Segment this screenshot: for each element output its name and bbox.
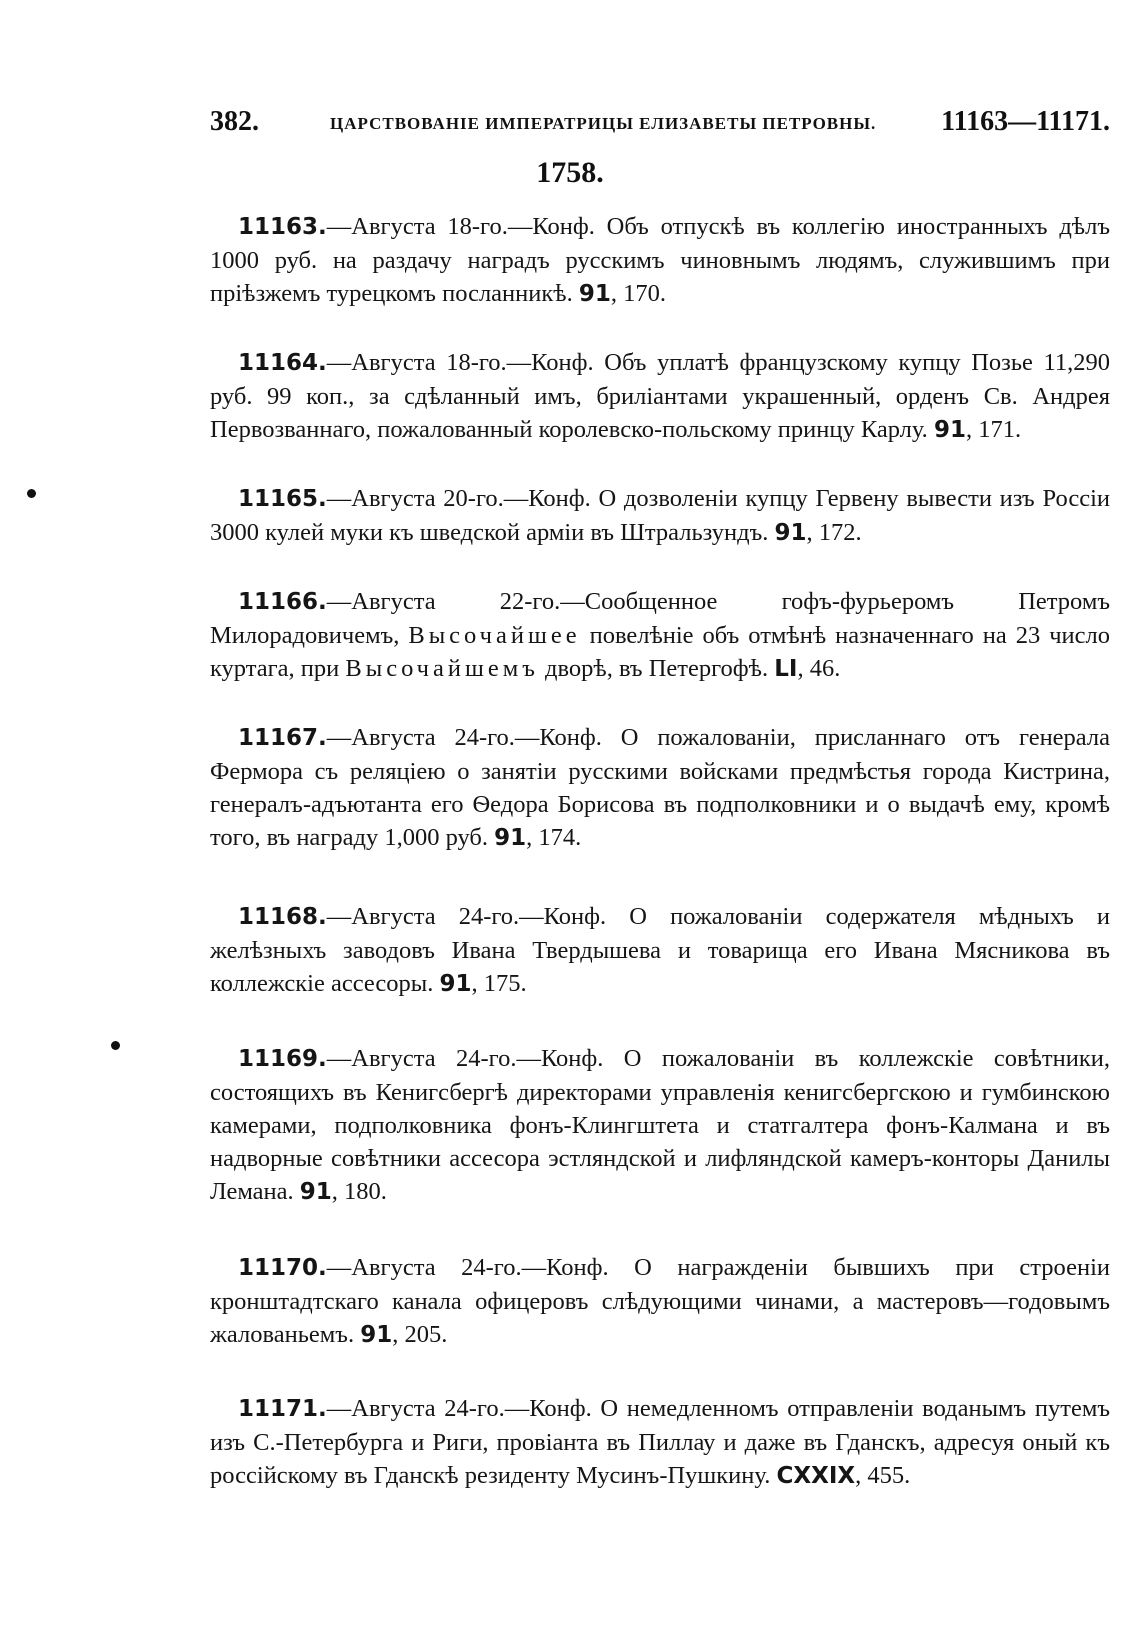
page-number: 382. [210,106,259,137]
source-volume: 91 [774,520,807,546]
year-heading: 1758. [536,156,604,189]
entry-number: 11169. [238,1046,327,1072]
source-page: , 175. [471,970,527,997]
entry-number: 11166. [238,589,327,615]
entry-text: —Августа 20-го.—Конф. О дозволеніи купцу Гервену вывести изъ Россіи 3000 кулей муки къ шведской арміи въ Штральзундъ. [210,485,1110,546]
source-page: , 171. [965,416,1022,443]
source-volume: 91 [933,417,966,443]
source-page: , 205. [392,1321,448,1348]
entry-text: —Августа 18-го.—Конф. Объ уплатѣ французскому купцу Позье 11,290 руб. 99 коп., за сдѣланный имъ, бриліантами украшенный, орденъ Св. Андрея Первозваннаго, пожалованный королевско-польскому принцу Карлу. [210,349,1110,443]
entry-11163 [210,210,1110,311]
running-title: ЦАРСТВОВАНІЕ ИМПЕРАТРИЦЫ ЕЛИЗАВЕТЫ ПЕТРОВНЫ. [330,114,877,133]
entry-11170 [210,1251,1110,1352]
entry-text: —Августа 24-го.—Конф. О пожалованіи, присланнаго отъ генерала Фермора съ реляціею о занятіи русскими войсками предмѣстья города Кистрина, генералъ-адъютанта его Ѳедора Борисова въ подполковники и о выдачѣ ему, кромѣ того, въ награду 1,000 руб. [210,724,1110,851]
source-page: , 174. [526,824,582,851]
entry-11169 [210,1042,1110,1209]
entry-number: 11165. [238,486,327,512]
source-volume: 91 [578,281,611,307]
source-volume: LI [774,656,798,682]
entry-range: 11163—11171. [941,106,1110,137]
source-volume: CXXIX [776,1463,856,1489]
entry-11166 [210,585,1110,686]
entry-11164 [210,346,1110,447]
entry-11168 [210,900,1110,1001]
source-volume: 91 [439,971,472,997]
entry-text: —Августа 24-го.—Конф. О пожалованіи содержателя мѣдныхъ и желѣзныхъ заводовъ Ивана Твердышева и товарища его Ивана Мясникова въ коллежскіе ассесоры. [210,903,1110,997]
source-page: , 46. [797,655,841,682]
entry-number: 11170. [238,1255,327,1281]
entry-text: —Августа 24-го.—Конф. О пожалованіи въ коллежскіе совѣтники, состоящихъ въ Кенигсбергѣ директорами управленія кенигсбергскою и гумбинскою камерами, подполковника фонъ-Клингштета и статгалтера фонъ-Калмана и въ надворные совѣтники ассесора эстляндской и лифляндской камеръ-конторы Данилы Лемана. [210,1045,1110,1205]
entry-11171 [210,1392,1110,1493]
source-page: , 455. [855,1462,911,1489]
source-page: , 172. [806,519,862,546]
entry-11167 [210,721,1110,855]
entry-text: повелѣніе объ отмѣнѣ назначеннаго на 23 число куртага, при [210,622,1111,682]
entry-text: —Августа 24-го.—Конф. О немедленномъ отправленіи воданымъ путемъ изъ С.-Петербурга и Риги, провіанта въ Пиллау и даже въ Гданскъ, адресуя оный къ россійскому въ Гданскѣ резиденту Мусинъ-Пушкину. [210,1395,1110,1489]
entry-text: дворѣ, въ Петергофѣ. [545,655,769,682]
source-volume: 91 [360,1322,393,1348]
entry-text: —Августа 24-го.—Конф. О награжденіи бывшихъ при строеніи кронштадтскаго канала офицеровъ слѣдующими чинами, а мастеровъ—годовымъ жалованьемъ. [210,1254,1110,1348]
margin-ink-dot [111,1041,120,1050]
source-page: , 180. [331,1178,387,1205]
entry-11165 [210,482,1110,550]
entries-list [210,210,1110,1493]
entry-text: —Августа 22-го.—Сообщенное гофъ-фурьеромъ Петромъ Милорадовичемъ, [210,588,1110,649]
running-head [210,106,1110,146]
entry-number: 11164. [238,350,327,376]
margin-ink-dot [27,489,36,498]
source-page: , 170. [610,280,666,307]
entry-number: 11167. [238,725,327,751]
entry-number: 11171. [238,1396,327,1422]
source-volume: 91 [494,825,527,851]
entry-text: —Августа 18-го.—Конф. Объ отпускѣ въ коллегію иностранныхъ дѣлъ 1000 руб. на раздачу наградъ русскимъ чиновнымъ людямъ, служившимъ при пріѣзжемъ турецкомъ посланникѣ. [210,213,1110,307]
source-volume: 91 [299,1179,332,1205]
entry-number: 11163. [238,214,327,240]
spaced-word: Высочайшемъ [345,655,539,682]
spaced-word: Высочайшее [408,622,581,649]
entry-number: 11168. [238,904,327,930]
